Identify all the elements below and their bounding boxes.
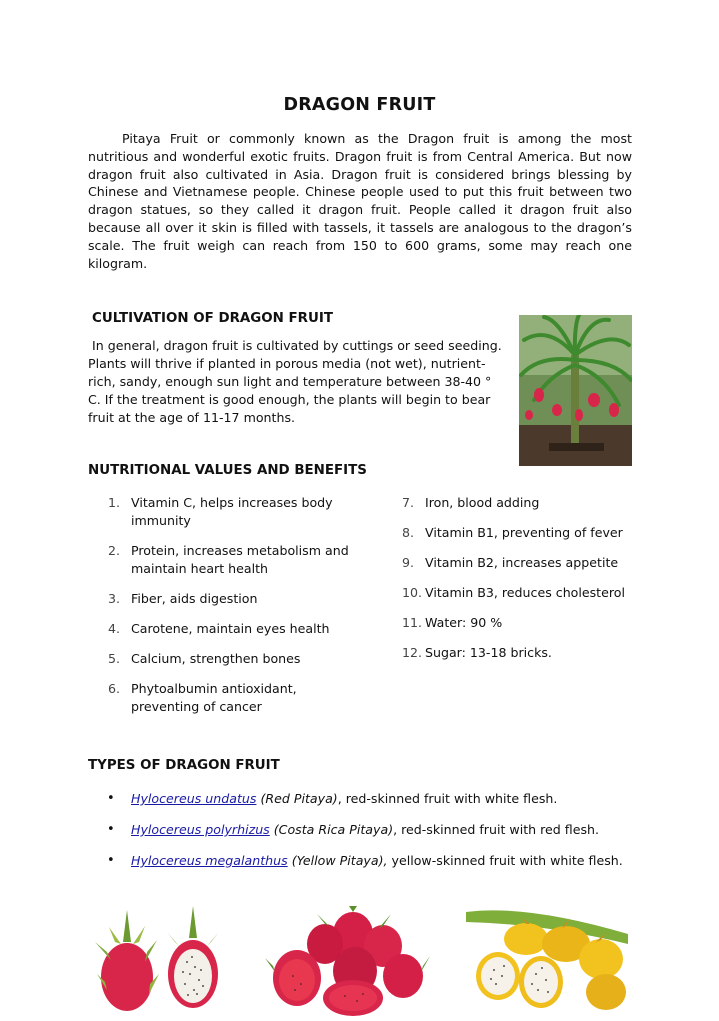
list-item — [382, 584, 662, 602]
item-number: 2. — [108, 543, 121, 558]
scientific-name-link[interactable]: Hylocereus polyrhizus — [131, 822, 270, 837]
nutrition-heading: NUTRITIONAL VALUES AND BENEFITS — [88, 463, 367, 478]
list-item — [88, 590, 358, 608]
list-item — [88, 650, 358, 668]
bullet-icon: • — [107, 822, 115, 837]
item-text: Vitamin B1, preventing of fever — [425, 525, 623, 540]
list-item — [382, 644, 662, 662]
list-item — [88, 494, 358, 530]
list-item — [88, 821, 648, 839]
benefits-list-left — [88, 494, 358, 728]
list-item — [88, 680, 358, 716]
item-number: 6. — [108, 681, 121, 696]
item-text: Calcium, strengthen bones — [131, 651, 301, 666]
item-number: 8. — [402, 525, 415, 540]
item-text: Protein, increases metabolism and maintain heart health — [131, 543, 349, 576]
list-item — [88, 852, 648, 870]
list-item — [88, 620, 358, 638]
list-item — [88, 542, 358, 578]
list-item — [382, 524, 662, 542]
item-number: 3. — [108, 591, 121, 606]
page-title: DRAGON FRUIT — [283, 95, 436, 115]
yellow-pitaya-photo — [466, 904, 628, 1017]
types-heading: TYPES OF DRAGON FRUIT — [88, 758, 280, 773]
item-number: 1. — [108, 495, 121, 510]
type-description: , red-skinned fruit with red flesh. — [393, 822, 599, 837]
item-number: 4. — [108, 621, 121, 636]
item-number: 11. — [402, 615, 423, 630]
item-number: 9. — [402, 555, 415, 570]
cultivation-text: In general, dragon fruit is cultivated by cuttings or seed seeding. Plants will thrive if planted in porous media (not wet), nutrient-rich, sandy, enough sun light and temperature between 38-40 ° C. If the treatment is good enough, the plants will begin to bear fruit at the age of 11-17 months. — [88, 338, 502, 425]
list-item — [88, 790, 648, 808]
item-text: Phytoalbumin antioxidant, preventing of cancer — [131, 681, 297, 714]
common-name: (Red Pitaya) — [260, 791, 338, 806]
types-list — [88, 790, 648, 883]
list-item — [382, 614, 662, 632]
red-pitaya-photo — [95, 902, 227, 1017]
item-number: 10. — [402, 585, 423, 600]
costa-rica-pitaya-photo — [265, 906, 430, 1017]
item-number: 7. — [402, 495, 415, 510]
item-text: Carotene, maintain eyes health — [131, 621, 330, 636]
cultivation-paragraph — [88, 337, 508, 427]
common-name: (Costa Rica Pitaya) — [273, 822, 394, 837]
cultivation-heading: CULTIVATION OF DRAGON FRUIT — [92, 311, 333, 326]
item-text: Sugar: 13-18 bricks. — [425, 645, 552, 660]
item-text: Water: 90 % — [425, 615, 503, 630]
item-text: Vitamin B3, reduces cholesterol — [425, 585, 625, 600]
common-name: (Yellow Pitaya), — [291, 853, 388, 868]
intro-paragraph — [88, 130, 632, 272]
item-text: Fiber, aids digestion — [131, 591, 258, 606]
list-item — [382, 494, 662, 512]
scientific-name-link[interactable]: Hylocereus megalanthus — [131, 853, 288, 868]
dragon-fruit-plant-photo — [519, 315, 632, 466]
item-text: Iron, blood adding — [425, 495, 540, 510]
bullet-icon: • — [107, 853, 115, 868]
benefits-list-right — [382, 494, 662, 674]
type-description: yellow-skinned fruit with white flesh. — [387, 853, 623, 868]
item-text: Vitamin B2, increases appetite — [425, 555, 619, 570]
bullet-icon: • — [107, 791, 115, 806]
item-number: 5. — [108, 651, 121, 666]
scientific-name-link[interactable]: Hylocereus undatus — [131, 791, 257, 806]
item-number: 12. — [402, 645, 423, 660]
list-item — [382, 554, 662, 572]
item-text: Vitamin C, helps increases body immunity — [131, 495, 333, 528]
intro-text: Pitaya Fruit or commonly known as the Dragon fruit is among the most nutritious and wonderful exotic fruits. Dragon fruit is from Central America. But now dragon fruit also cultivated in Asia. Dragon fruit is considered brings blessing by Chinese and Vietnamese people. Chinese people used to put this fruit between two dragon statues, so they called it dragon fruit. People called it dragon fruit also because all over it skin is filled with tassels, it tassels are analogous to the dragon’s scale. The fruit weigh can reach from 150 to 600 grams, some may reach one kilogram. — [88, 131, 632, 271]
type-description: , red-skinned fruit with white flesh. — [337, 791, 558, 806]
